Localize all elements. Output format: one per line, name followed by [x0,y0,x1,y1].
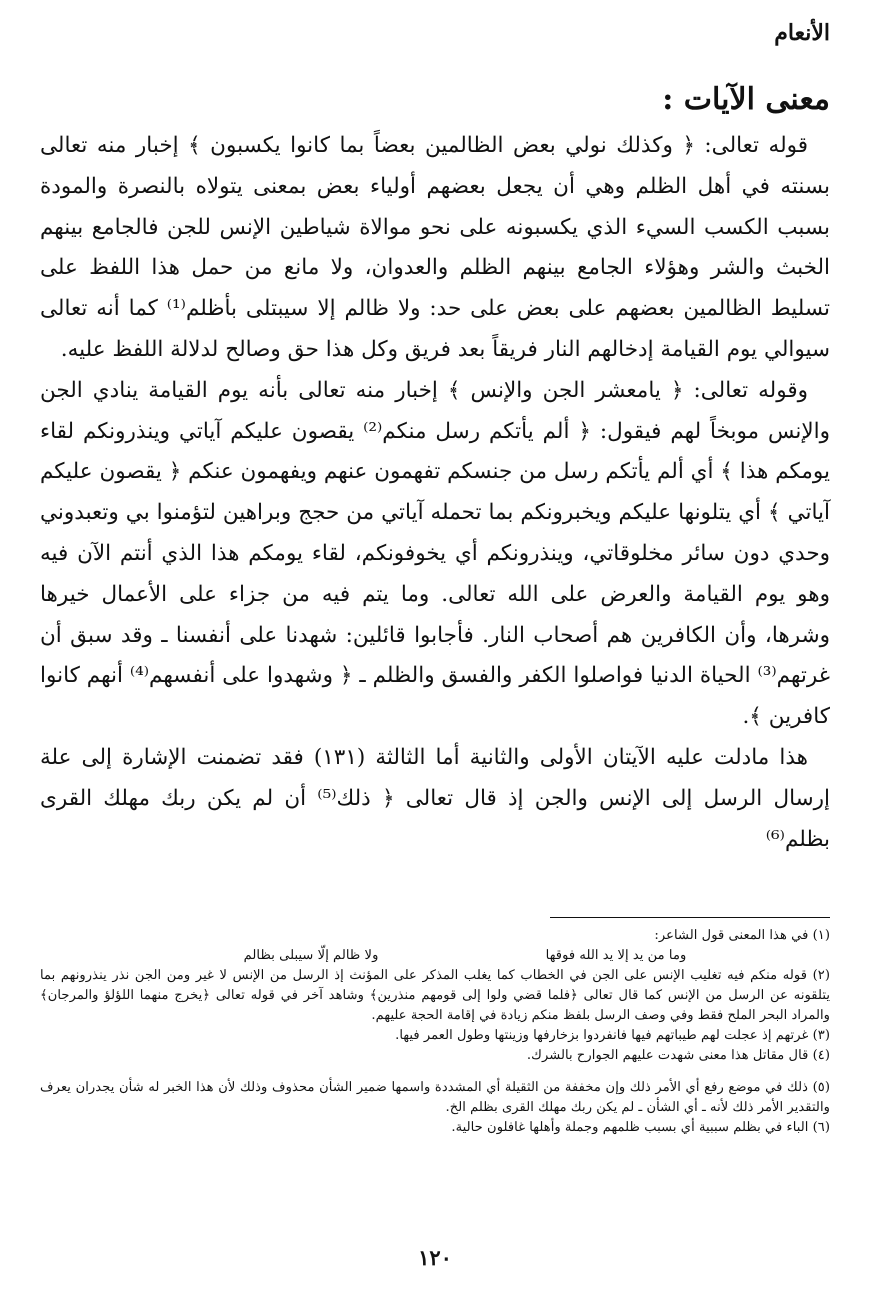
book-page [40,0,830,1306]
footnote-6: (٦) الباء في بظلم سببية أي بسبب ظلمهم وجملة وأهلها غافلون حالية. [451,1120,830,1135]
footnote-divider [550,917,830,918]
footnote-gap [40,1066,830,1078]
verse-hemistich-right: وما من يد إلا يد الله فوقها [545,948,687,963]
footnote-1-verse [40,946,830,966]
footnote-4: (٤) قال مقاتل هذا معنى شهدت عليهم الجوارح بالشرك. [526,1048,830,1063]
section-title: معنى الآيات : [662,82,830,117]
main-text [40,126,830,860]
page-number: ١٢٠ [418,1245,452,1270]
verse-hemistich-left: ولا ظالم إلّا سيبلى بظالم [243,948,379,963]
running-header: الأنعام [774,20,830,46]
paragraph-3: هذا مادلت عليه الآيتان الأولى والثانية أما الثالثة (١٣١) فقد تضمنت الإشارة إلى علة إرسال الرسل إلى الإنس والجن إذ قال تعالى ﴿ ذلك⁽⁵⁾ أن لم يكن ربك مهلك القرى بظلم⁽⁶⁾ [40,744,830,852]
paragraph-2: وقوله تعالى: ﴿ يامعشر الجن والإنس ﴾ إخبار منه تعالى بأنه يوم القيامة ينادي الجن والإنس موبخاً لهم فيقول: ﴿ ألم يأتكم رسل منكم⁽²⁾ يقصون عليكم آياتي وينذرونكم لقاء يومكم هذا ﴾ أي ألم يأتكم رسل من جنسكم تفهمون عنهم ويفهمون عنكم ﴿ يقصون عليكم آياتي ﴾ أي يتلونها عليكم ويخبرونكم بما تحمله آياتي من حجج وبراهين لتؤمنوا بي وتعبدوني وحدي دون سائر مخلوقاتي، وينذرونكم أي يخوفونكم، لقاء يومكم هذا الذي أنتم الآن فيه وهو يوم القيامة والعرض على الله تعالى. وما يتم فيه من جزاء على الأعمال خيرها وشرها، وأن الكافرين هم أصحاب النار. فأجابوا قائلين: شهدنا على أنفسنا ـ وقد سبق أن غرتهم⁽³⁾ الحياة الدنيا فواصلوا الكفر والفسق والظلم ـ ﴿ وشهدوا على أنفسهم⁽⁴⁾ أنهم كانوا كافرين ﴾. [40,377,831,730]
footnote-1: (١) في هذا المعنى قول الشاعر: [654,928,830,943]
paragraph-1: قوله تعالى: ﴿ وكذلك نولي بعض الظالمين بعضاً بما كانوا يكسبون ﴾ إخبار منه تعالى بسنته في أهل الظلم وهي أن يجعل بعضهم أولياء بعض بمعنى يتولاه بالنصرة والمودة بسبب الكسب السيء الذي يكسبونه على نحو موالاة شياطين الإنس للجن فالجامع بينهم الخبث والشر وهؤلاء الجامع بينهم الظلم والعدوان، ولا مانع من حمل هذا اللفظ على تسليط الظالمين بعضهم على بعض على حد: ولا ظالم إلا سيبتلى بأظلم⁽¹⁾ كما أنه تعالى سيوالي يوم القيامة إدخالهم النار فريقاً بعد فريق وكل هذا حق وصالح لدلالة اللفظ عليه. [40,133,830,362]
footnote-2: (٢) قوله منكم فيه تغليب الإنس على الجن في الخطاب كما يغلب المذكر على المؤنث إذ الرسل من الإنس لا غير ومن الجن نذر ينذرونهم بما يتلقونه عن الرسل من الإنس كما قال تعالى ﴿فلما قضي ولوا إلى قومهم منذرين﴾ وشاهد آخر في قوله تعالى ﴿يخرج منهما اللؤلؤ والمرجان﴾ والمراد البحر الملح فقط وفي وصف الرسل بلفظ منكم زيادة في إقامة الحجة عليهم. [40,968,830,1023]
footnote-3: (٣) غرتهم إذ عجلت لهم طيباتهم فيها فانفردوا بزخارفها وزينتها وطول العمر فيها. [395,1028,830,1043]
footnote-5: (٥) ذلك في موضع رفع أي الأمر ذلك وإن مخففة من الثقيلة أي المشددة واسمها ضمير الشأن محذوف وذلك لأن هذا الخبر له شأن يجدران يعرف والتقدير الأمر ذلك لأنه ـ أي الشأن ـ لم يكن ربك مهلك القرى بظلم الخ. [40,1080,830,1115]
footnotes [40,926,830,1138]
